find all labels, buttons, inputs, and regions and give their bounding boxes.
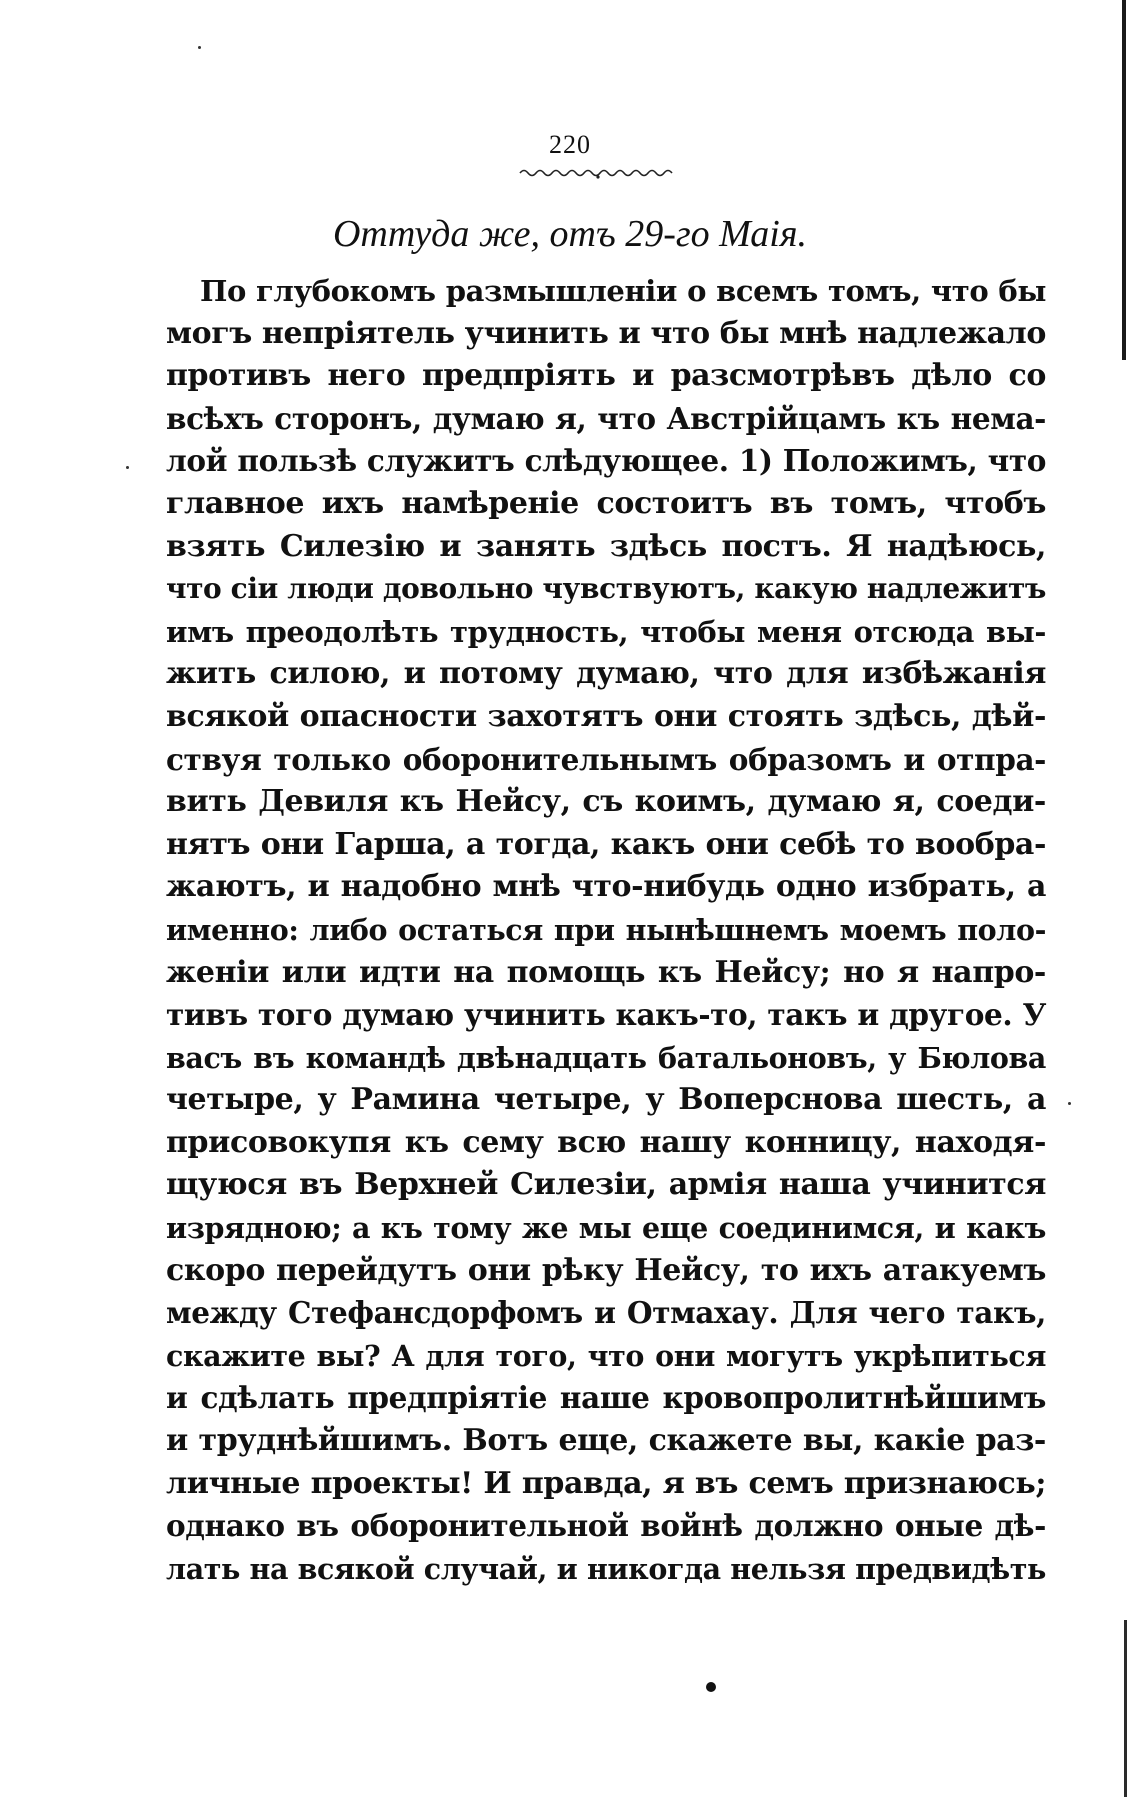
text-line: скажите вы? А для того, что они могутъ укрѣпиться [166,1338,1046,1373]
ink-speck [1068,1102,1071,1105]
text-line: могъ непріятель учинить и что бы мнѣ надлежало [166,315,1047,351]
text-line: личные проекты! И правда, я въ семъ признаюсь; [166,1465,1046,1501]
scan-edge-line [1122,0,1126,360]
text-line: главное ихъ намѣреніе состоитъ въ томъ, чтобъ [166,485,1046,521]
text-line: щуюся въ Верхней Силезіи, армія наша учинится [166,1167,1046,1203]
text-line: всѣхъ сторонъ, думаю я, что Австрійцамъ къ нема- [166,400,1046,436]
body-text [166,270,1046,1590]
text-line: скоро перейдутъ они рѣку Нейсу, то ихъ атакуемъ [166,1252,1046,1288]
text-line: вить Девиля къ Нейсу, съ коимъ, думаю я, соеди- [166,784,1046,820]
ink-speck [198,46,201,49]
text-line: между Стефансдорфомъ и Отмахау. Для чего такъ, [166,1295,1046,1331]
text-line: женіи или идти на помощь къ Нейсу; но я напро- [166,954,1046,990]
page-number: 220 [549,130,591,159]
scan-edge-line-lower [1124,1620,1127,1797]
text-line: однако въ оборонительной войнѣ должно оные дѣ- [166,1508,1046,1544]
text-line: присовокупя къ сему всю нашу конницу, находя- [166,1124,1046,1160]
text-line: изрядною; а къ тому же мы еще соединимся, и какъ [166,1211,1046,1246]
text-line: ствуя только оборонительнымъ образомъ и отпра- [166,741,1046,777]
text-line: что сіи люди довольно чувствуютъ, какую надлежитъ [166,572,1047,606]
text-line: всякой опасности захотятъ они стоять здѣсь, дѣй- [166,698,1046,734]
text-line: четыре, у Рамина четыре, у Воперснова шесть, а [166,1082,1046,1118]
ink-speck [126,466,129,469]
text-line: противъ него предпріять и разсмотрѣвъ дѣло со [166,358,1046,394]
section-heading: Оттуда же, отъ 29-го Маія. [332,213,808,255]
text-line: васъ въ командѣ двѣнадцать батальоновъ, у Бюлова [166,1040,1046,1075]
text-line: лать на всякой случай, и никогда нельзя предвидѣть [166,1551,1046,1586]
text-line: По глубокомъ размышленіи о всемъ томъ, что бы [200,274,1046,308]
text-line: жаютъ, и надобно мнѣ что-нибудь одно избрать, а [166,869,1046,905]
wavy-ornament [518,166,678,180]
text-line: жить силою, и потому думаю, что для избѣжанія [166,656,1046,692]
text-line: тивъ того думаю учинить какъ-то, такъ и другое. У [166,997,1046,1033]
text-line: именно: либо остаться при нынѣшнемъ моемъ поло- [166,912,1046,947]
text-line: взять Силезію и занять здѣсь постъ. Я надѣюсь, [166,528,1046,564]
text-line: и сдѣлать предпріятіе наше кровопролитнѣйшимъ [166,1380,1046,1416]
ink-blot-mark [706,1682,716,1692]
text-line: нятъ они Гарша, а тогда, какъ они себѣ то вообра- [166,826,1046,862]
text-line: и труднѣйшимъ. Вотъ еще, скажете вы, какіе раз- [166,1423,1046,1459]
text-line: имъ преодолѣть трудность, чтобы меня отсюда вы- [166,614,1046,649]
text-line: лой пользѣ служитъ слѣдующее. 1) Положимъ, что [166,443,1046,479]
